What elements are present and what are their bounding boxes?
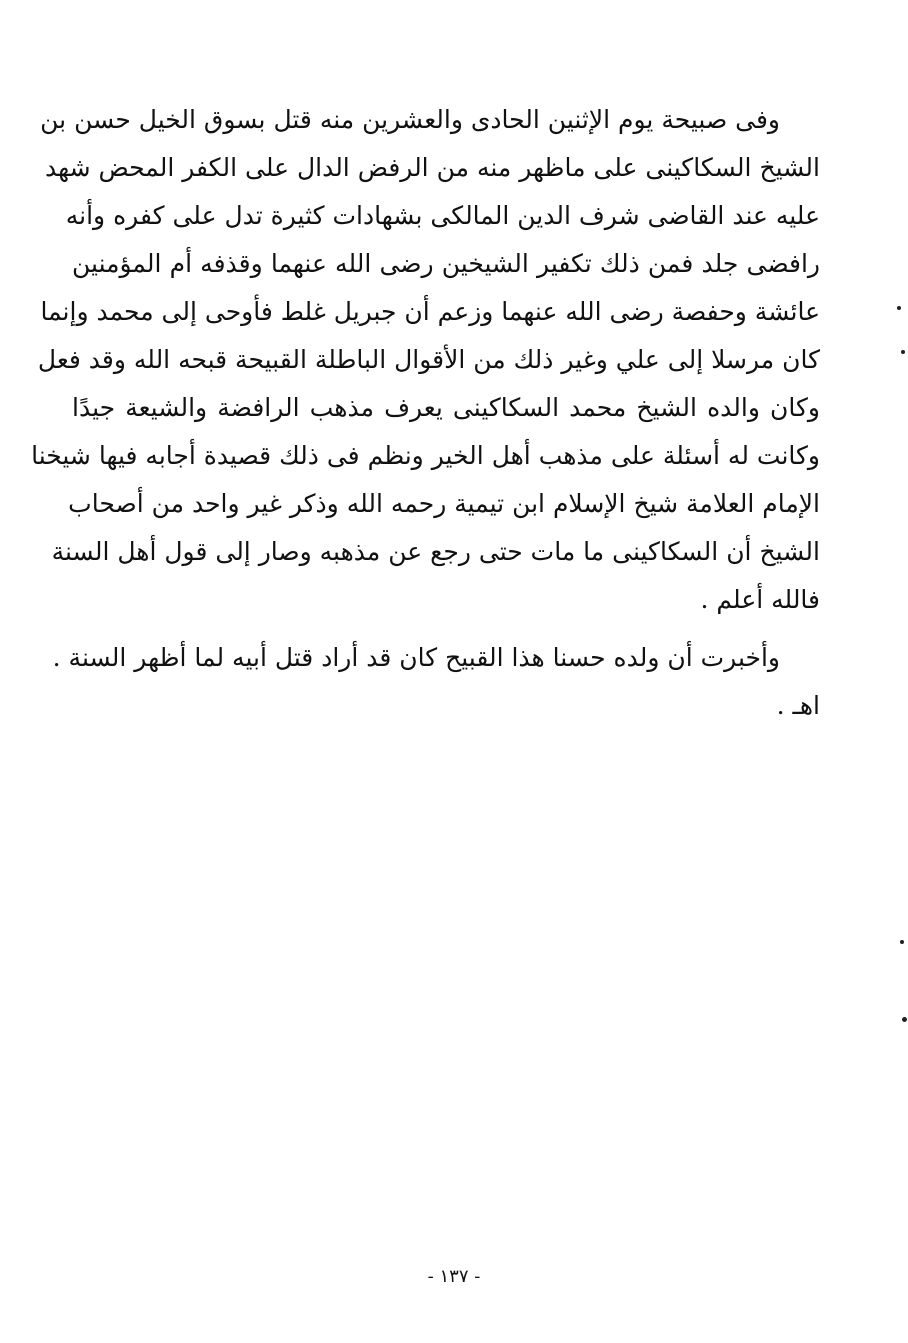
- scan-speck: [902, 1017, 907, 1022]
- text-line: اهـ .: [776, 691, 820, 720]
- scan-speck: [897, 306, 901, 310]
- page-number: - ١٣٧ -: [427, 1266, 481, 1287]
- text-line: رافضى جلد فمن ذلك تكفير الشيخين رضى الله عنهما وقذفه أم المؤمنين: [72, 249, 820, 278]
- text-line: وكان والده الشيخ محمد السكاكينى يعرف مذهب الرافضة والشيعة جيدًا: [72, 393, 820, 422]
- text-line: وأخبرت أن ولده حسنا هذا القبيح كان قد أراد قتل أبيه لما أظهر السنة .: [52, 643, 780, 672]
- text-line: الشيخ أن السكاكينى ما مات حتى رجع عن مذهبه وصار إلى قول أهل السنة: [51, 537, 820, 566]
- text-line: الإمام العلامة شيخ الإسلام ابن تيمية رحمه الله وذكر غير واحد من أصحاب: [68, 489, 820, 518]
- text-line: عائشة وحفصة رضى الله عنهما وزعم أن جبريل غلط فأوحى إلى محمد وإنما: [40, 297, 820, 326]
- scan-speck: [900, 940, 904, 944]
- text-line: عليه عند القاضى شرف الدين المالكى بشهادات كثيرة تدل على كفره وأنه: [65, 201, 820, 230]
- text-line: الشيخ السكاكينى على ماظهر منه من الرفض الدال على الكفر المحض شهد: [44, 153, 820, 182]
- text-line: فالله أعلم .: [700, 585, 820, 614]
- text-line: وفى صبيحة يوم الإثنين الحادى والعشرين منه قتل بسوق الخيل حسن بن: [40, 105, 780, 134]
- text-line: وكانت له أسئلة على مذهب أهل الخير ونظم فى ذلك قصيدة أجابه فيها شيخنا: [31, 441, 820, 470]
- body-text: [31, 96, 820, 730]
- scan-speck: [901, 350, 905, 354]
- text-line: كان مرسلا إلى علي وغير ذلك من الأقوال الباطلة القبيحة قبحه الله وقد فعل: [37, 345, 820, 374]
